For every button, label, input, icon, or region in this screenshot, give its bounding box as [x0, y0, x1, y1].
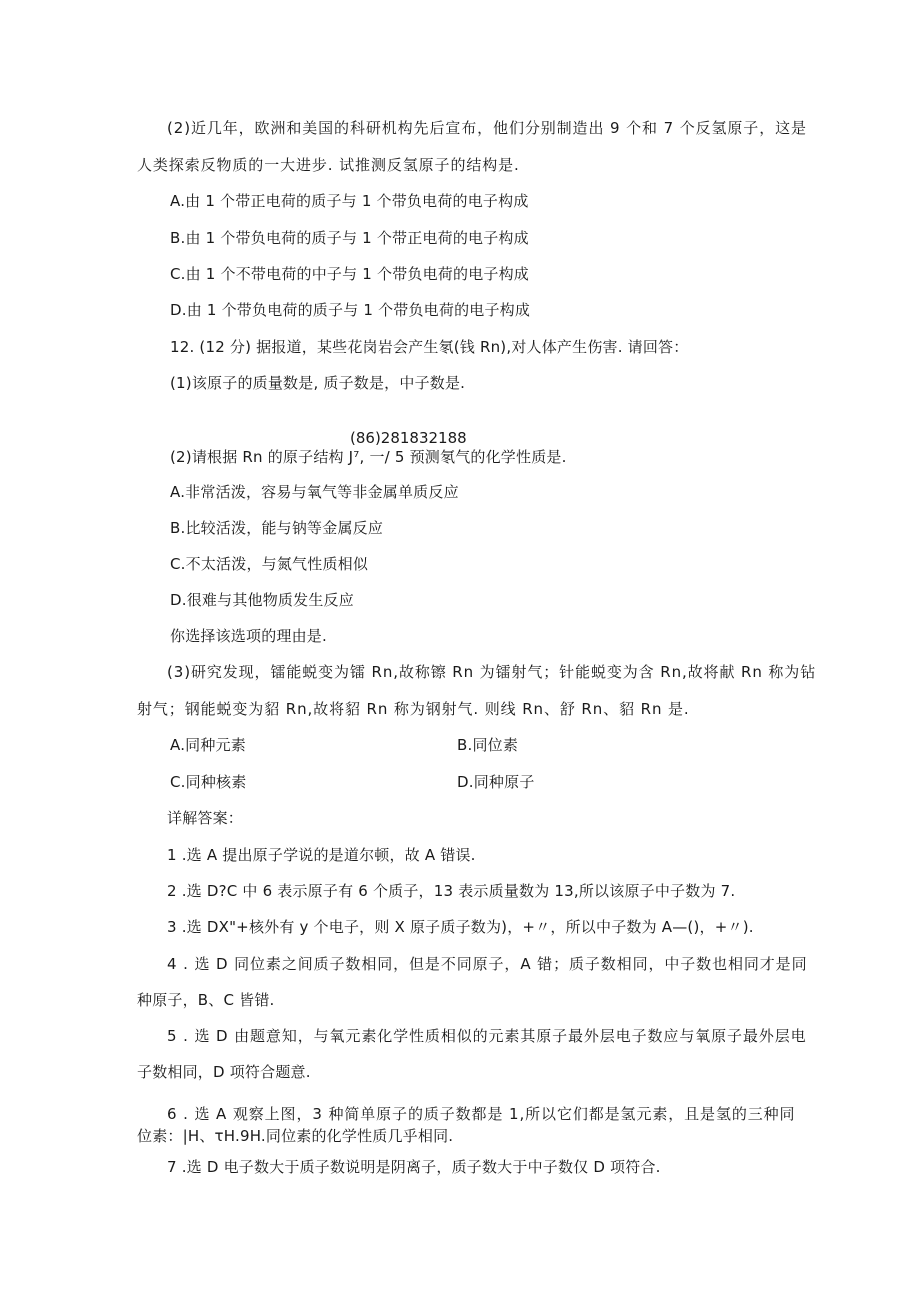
q12-part2-option-c: C.不太活泼，与氮气性质相似 [170, 555, 369, 573]
radon-structure-digits: (86)281832188 [350, 429, 467, 447]
q12-part3-option-c: C.同种核素 [170, 773, 247, 791]
q12-header: 12. (12 分) 据报道，某些花岗岩会产生氡(钱 Rn),对人体产生伤害. 请回答： [170, 338, 689, 356]
q12-part3-option-a: A.同种元素 [170, 736, 246, 754]
q12-part2-stem: (2)请根据 Rn 的原子结构 J⁷, 一/ 5 预测氡气的化学性质是. [170, 448, 567, 466]
q12-part1: (1)该原子的质量数是, 质子数是，中子数是. [170, 374, 466, 392]
q12-part2-option-b: B.比较活泼，能与钠等金属反应 [170, 519, 384, 537]
q11-option-a: A.由 1 个带正电荷的质子与 1 个带负电荷的电子构成 [170, 192, 529, 210]
answer-4-line2: 种原子，B、C 皆错. [137, 991, 275, 1009]
q11-option-d: D.由 1 个带负电荷的质子与 1 个带负电荷的电子构成 [170, 301, 531, 319]
answer-7: 7 .选 D 电子数大于质子数说明是阴离子，质子数大于中子数仅 D 项符合. [167, 1158, 661, 1176]
q12-part3-line1: (3)研究发现，镭能蜕变为镭 Rn,故称镲 Rn 为镭射气；针能蜕变为含 Rn,故将献 Rn 称为钻 [167, 663, 817, 681]
q12-part2-reason: 你选择该选项的理由是. [170, 627, 327, 645]
answers-title: 详解答案： [167, 809, 244, 827]
answer-5-line2: 子数相同，D 项符合题意. [137, 1063, 311, 1081]
q12-part3-option-b: B.同位素 [457, 736, 519, 754]
answer-5-line1: 5 . 选 D 由题意知，与氧元素化学性质相似的元素其原子最外层电子数应与氧原子最外层电 [167, 1027, 807, 1045]
answer-2: 2 .选 D?C 中 6 表示原子有 6 个质子，13 表示质量数为 13,所以该原子中子数为 7. [167, 882, 736, 900]
answer-3: 3 .选 DX"+核外有 y 个电子，则 X 原子质子数为)，+〃，所以中子数为 A—()，+〃). [167, 918, 754, 936]
q12-part3-line2: 射气；钢能蜕变为貂 Rn,故将貂 Rn 称为钢射气. 则线 Rn、舒 Rn、貂 Rn 是. [137, 700, 690, 718]
answer-6-line1: 6 . 选 A 观察上图，3 种简单原子的质子数都是 1,所以它们都是氢元素，且是氢的三种同 [167, 1105, 796, 1123]
q11-part2-stem-line1: (2)近几年，欧洲和美国的科研机构先后宣布，他们分别制造出 9 个和 7 个反氢原子，这是 [167, 119, 807, 137]
q12-part3-option-d: D.同种原子 [457, 773, 535, 791]
q11-part2-stem-line2: 人类探索反物质的一大进步. 试推测反氢原子的结构是. [137, 156, 520, 174]
answer-4-line1: 4 . 选 D 同位素之间质子数相同，但是不同原子，A 错；质子数相同，中子数也相同才是同 [167, 955, 808, 973]
q12-part2-option-a: A.非常活泼，容易与氧气等非金属单质反应 [170, 483, 459, 501]
q11-option-c: C.由 1 个不带电荷的中子与 1 个带负电荷的电子构成 [170, 265, 530, 283]
answer-1: 1 .选 A 提出原子学说的是道尔顿，故 A 错误. [167, 846, 476, 864]
q11-option-b: B.由 1 个带负电荷的质子与 1 个带正电荷的电子构成 [170, 229, 529, 247]
q12-part2-option-d: D.很难与其他物质发生反应 [170, 591, 354, 609]
answer-6-line2: 位素：|H、τH.9H.同位素的化学性质几乎相同. [137, 1127, 454, 1145]
